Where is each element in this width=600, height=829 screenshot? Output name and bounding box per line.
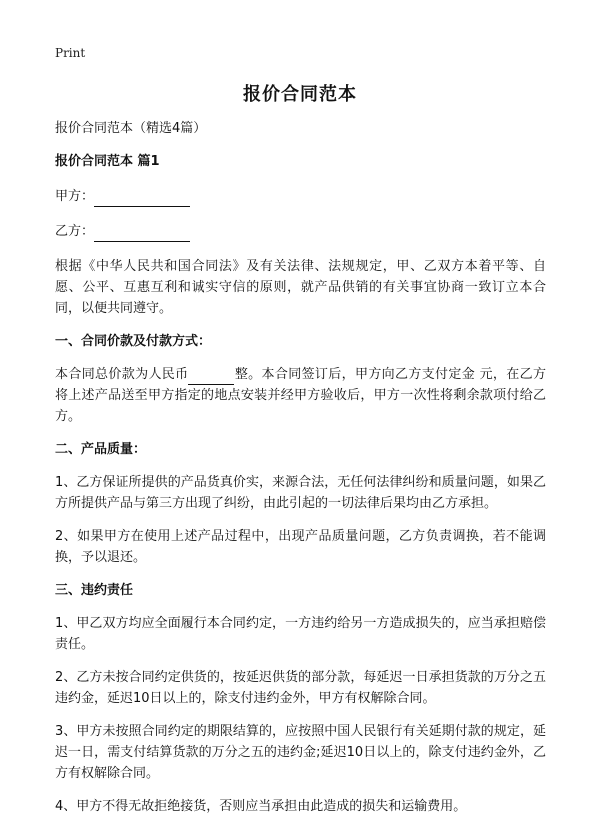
section-2-paragraph-2: 2、如果甲方在使用上述产品过程中，出现产品质量问题，乙方负责调换，若不能调换，予以退还。 <box>55 529 546 565</box>
party-a-blank <box>94 191 190 207</box>
print-label: Print <box>55 46 86 60</box>
document-body <box>55 118 546 829</box>
section-1-text-before: 本合同总价款为人民币 <box>55 367 189 382</box>
party-a-label: 甲方： <box>55 189 95 204</box>
section-1-heading: 一、合同价款及付款方式： <box>55 334 212 349</box>
section-2-heading: 二、产品质量： <box>55 442 147 457</box>
party-b-blank <box>94 226 190 242</box>
party-a-line <box>55 186 546 207</box>
section-3-paragraph-1: 1、甲乙双方均应全面履行本合同约定，一方违约给另一方造成损失的，应当承担赔偿责任。 <box>55 616 546 652</box>
party-b-line <box>55 221 546 242</box>
section-3-paragraph-2: 2、乙方未按合同约定供货的，按延迟供货的部分款，每延迟一日承担货款的万分之五违约金，延迟10日以上的，除支付违约金外，甲方有权解除合同。 <box>55 670 546 706</box>
document-subtitle: 报价合同范本（精选4篇） <box>55 121 207 136</box>
section-1-paragraph <box>55 364 546 427</box>
intro-paragraph: 根据《中华人民共和国合同法》及有关法律、法规规定，甲、乙双方本着平等、自愿、公平、互惠互利和诚实守信的原则，就产品供销的有关事宜协商一致订立本合同，以便共同遵守。 <box>55 259 546 316</box>
section-3-paragraph-4: 4、甲方不得无故拒绝接货，否则应当承担由此造成的损失和运输费用。 <box>55 799 467 814</box>
section-3-heading: 三、违约责任 <box>55 583 134 598</box>
section-3-paragraph-3: 3、甲方未按照合同约定的期限结算的，应按照中国人民银行有关延期付款的规定，延迟一日，需支付结算货款的万分之五的违约金;延迟10日以上的，除支付违约金外，乙方有权解除合同。 <box>55 724 546 781</box>
section-2-paragraph-1: 1、乙方保证所提供的产品货真价实，来源合法，无任何法律纠纷和质量问题，如果乙方所提供产品与第三方出现了纠纷，由此引起的一切法律后果均由乙方承担。 <box>55 475 546 511</box>
section-1-text-after: 整。本合同签订后，甲方向乙方支付定金 元，在乙方将上述产品送至甲方指定的地点安装并经甲方验收后，甲方一次性将剩余款项付给乙方。 <box>55 367 546 424</box>
article-title: 报价合同范本 篇1 <box>55 154 160 169</box>
party-b-label: 乙方： <box>55 224 95 239</box>
document-title: 报价合同范本 <box>243 84 357 105</box>
amount-blank <box>188 370 234 385</box>
